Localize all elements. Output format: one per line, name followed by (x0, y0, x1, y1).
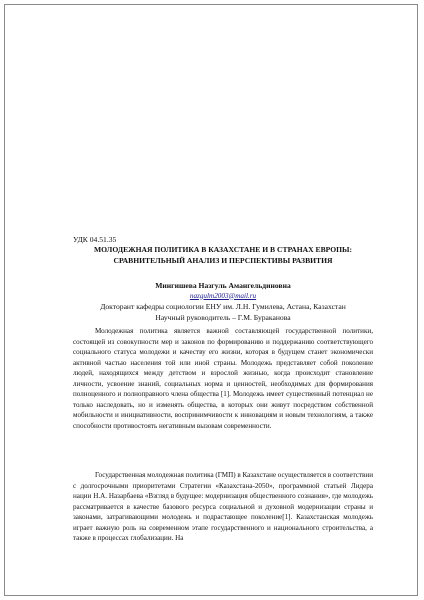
author-name: Мингишева Назгуль Амангельдиновна (155, 281, 291, 290)
body-paragraph-1: Молодежная политика является важной составляющей государственной политики, состоящей из совокупности мер и законов по формированию и поддержанию соответствующего социального статуса молодежи и качеству его жизни, которая в будущем станет экономически активной частью населения той или иной страны. Молодежь представляет собой поколение людей, находящихся между детством и взрослой жизнью, когда происходит становление личности, усвоение знаний, социальных норма и ценностей, необходимых для формирования полноценного и полноправного члена общества [1]. Молодежь имеет существенный потенциал не только наследовать, но и изменять общества, в которых они живут посредством собственной мобильности и инициативности, воспринимчивости к инновациям и новым технологиям, а также способности противостоять негативным вызовам современности. (73, 327, 373, 430)
article-title: МОЛОДЕЖНАЯ ПОЛИТИКА В КАЗАХСТАНЕ И В СТРАНАХ ЕВРОПЫ: СРАВНИТЕЛЬНЫЙ АНАЛИЗ И ПЕРСПЕКТИВЫ РАЗВИТИЯ (93, 245, 353, 265)
udc-code: УДК 04.51.35 (73, 235, 117, 244)
author-affiliation: Докторант кафедры социологии ЕНУ им. Л.Н. Гумилева, Астана, Казахстан (100, 302, 346, 311)
author-email-link[interactable]: nazgulm2003@mail.ru (189, 291, 257, 300)
scientific-advisor: Научный руководитель – Г.М. Бураканова (155, 312, 291, 322)
body-paragraph-2: Государственная молодежная политика (ГМП) в Казахстане осуществляется в соответствии с долгосрочными приоритетами Стратегии «Казахстана-2050», программной статьей Лидера нации Н.А. Назарбаева «Взгляд в будущее: модернизация общественного сознания», где молодежь рассматривается в качестве базового ресурса социальной и духовной модернизации страны и законами, затрагивающими молодежь и подрастающее поколение[1]. Казахстанская молодежь играет важную роль на современном этапе государственного и национального строительства, а также в процессах глобализации. На (73, 471, 373, 543)
document-page (4, 4, 418, 596)
